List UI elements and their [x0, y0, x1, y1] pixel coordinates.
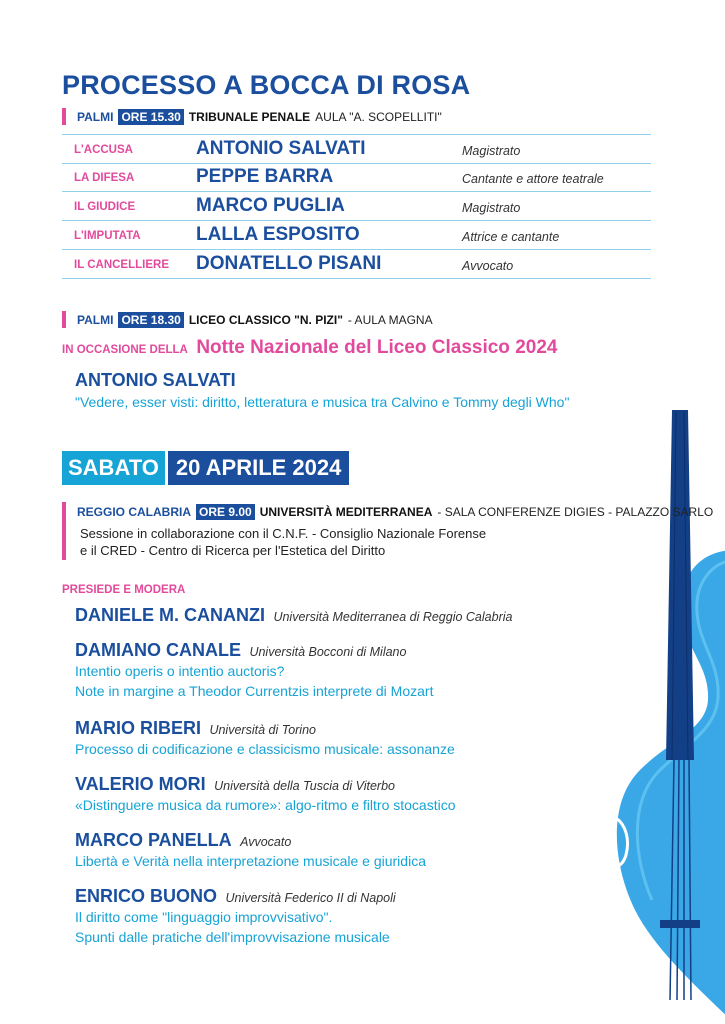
speaker-name: VALERIO MORI: [75, 774, 206, 794]
cast-desc: Avvocato: [462, 259, 514, 273]
speaker-talk: Spunti dalle pratiche dell'improvvisazione musicale: [75, 929, 390, 945]
cast-row: [62, 192, 651, 221]
speaker-affiliation: Avvocato: [240, 835, 292, 849]
occasion-label: IN OCCASIONE DELLA: [62, 344, 188, 356]
speaker-name: DAMIANO CANALE: [75, 640, 241, 660]
event1-venue: TRIBUNALE PENALE: [188, 109, 311, 124]
cast-role: L'ACCUSA: [74, 144, 133, 156]
accent-bar: [62, 502, 66, 560]
accent-bar: [62, 108, 66, 125]
event3-venue: UNIVERSITÀ MEDITERRANEA: [259, 504, 433, 519]
cast-role: LA DIFESA: [74, 172, 135, 184]
cast-name: MARCO PUGLIA: [196, 195, 345, 216]
cast-name: DONATELLO PISANI: [196, 253, 382, 274]
chair-label: PRESIEDE E MODERA: [62, 584, 186, 596]
event2-venue: LICEO CLASSICO "N. PIZI": [188, 312, 343, 327]
speaker-talk: Note in margine a Theodor Currentzis interprete di Mozart: [75, 683, 434, 699]
event1-city: PALMI: [77, 109, 114, 124]
cast-desc: Magistrato: [462, 144, 521, 158]
event3-note: Sessione in collaborazione con il C.N.F. - Consiglio Nazionale Forense: [80, 526, 487, 541]
cast-role: IL GIUDICE: [74, 201, 136, 213]
cast-row: [62, 250, 651, 279]
speaker: [75, 718, 455, 759]
accent-bar: [62, 311, 66, 328]
event3-city: REGGIO CALABRIA: [77, 504, 191, 519]
speaker: [75, 640, 433, 701]
cast-name: LALLA ESPOSITO: [196, 224, 360, 245]
event2-city: PALMI: [77, 312, 114, 327]
speaker: [75, 774, 456, 815]
speaker: [75, 830, 426, 871]
speaker-talk: Il diritto come "linguaggio improvvisativo".: [75, 909, 333, 925]
event2-talk: "Vedere, esser visti: diritto, letteratura e musica tra Calvino e Tommy degli Who": [75, 394, 570, 410]
event2-info: [77, 311, 433, 328]
event2-room: - AULA MAGNA: [347, 312, 433, 327]
cast-name: ANTONIO SALVATI: [196, 138, 366, 159]
cast-desc: Magistrato: [462, 201, 521, 215]
speaker-affiliation: Università della Tuscia di Viterbo: [214, 779, 395, 793]
event3-room: - SALA CONFERENZE DIGIES - PALAZZO SARLO: [437, 504, 714, 519]
event1-time: ORE 15.30: [118, 109, 183, 125]
event1-room: AULA "A. SCOPELLITI": [315, 109, 442, 124]
event3-info: [77, 503, 713, 520]
speaker-talk: Processo di codificazione e classicismo musicale: assonanze: [75, 741, 455, 757]
speaker-name: ENRICO BUONO: [75, 886, 218, 906]
cast-name: PEPPE BARRA: [196, 166, 334, 187]
cast-role: L'IMPUTATA: [74, 230, 141, 242]
event3-note: e il CRED - Centro di Ricerca per l'Estetica del Diritto: [80, 543, 386, 558]
speaker-talk: Libertà e Verità nella interpretazione musicale e giuridica: [75, 853, 426, 869]
cast-role: IL CANCELLIERE: [74, 259, 169, 271]
speaker-name: MARIO RIBERI: [75, 718, 201, 738]
chair-affiliation: Università Mediterranea di Reggio Calabria: [273, 610, 513, 624]
chair: [75, 605, 512, 626]
cast-row: [62, 221, 651, 250]
speaker-affiliation: Università Federico II di Napoli: [225, 891, 396, 905]
speaker-affiliation: Università Bocconi di Milano: [249, 645, 407, 659]
speaker-talk: Intentio operis o intentio auctoris?: [75, 663, 285, 679]
speaker-affiliation: Università di Torino: [209, 723, 316, 737]
page-title: PROCESSO A BOCCA DI ROSA: [62, 70, 471, 100]
date-day: SABATO: [62, 451, 165, 485]
speaker: [75, 886, 396, 947]
event2-speaker: ANTONIO SALVATI: [75, 370, 236, 390]
chair-name: DANIELE M. CANANZI: [75, 605, 265, 625]
event2-time: ORE 18.30: [118, 312, 183, 328]
cast-row: [62, 134, 651, 164]
event3-time: ORE 9.00: [196, 504, 255, 520]
cast-row: [62, 163, 651, 192]
date-banner: [62, 451, 349, 485]
cast-desc: Attrice e cantante: [462, 230, 560, 244]
occasion-line: [62, 337, 557, 359]
speaker-name: MARCO PANELLA: [75, 830, 232, 850]
date-full: 20 APRILE 2024: [168, 451, 350, 485]
occasion-title: Notte Nazionale del Liceo Classico 2024: [196, 337, 558, 358]
cast-desc: Cantante e attore teatrale: [462, 172, 604, 186]
speaker-talk: «Distinguere musica da rumore»: algo-ritmo e filtro stocastico: [75, 797, 456, 813]
cello-illustration: [560, 400, 725, 1024]
event1-info: [77, 108, 442, 125]
